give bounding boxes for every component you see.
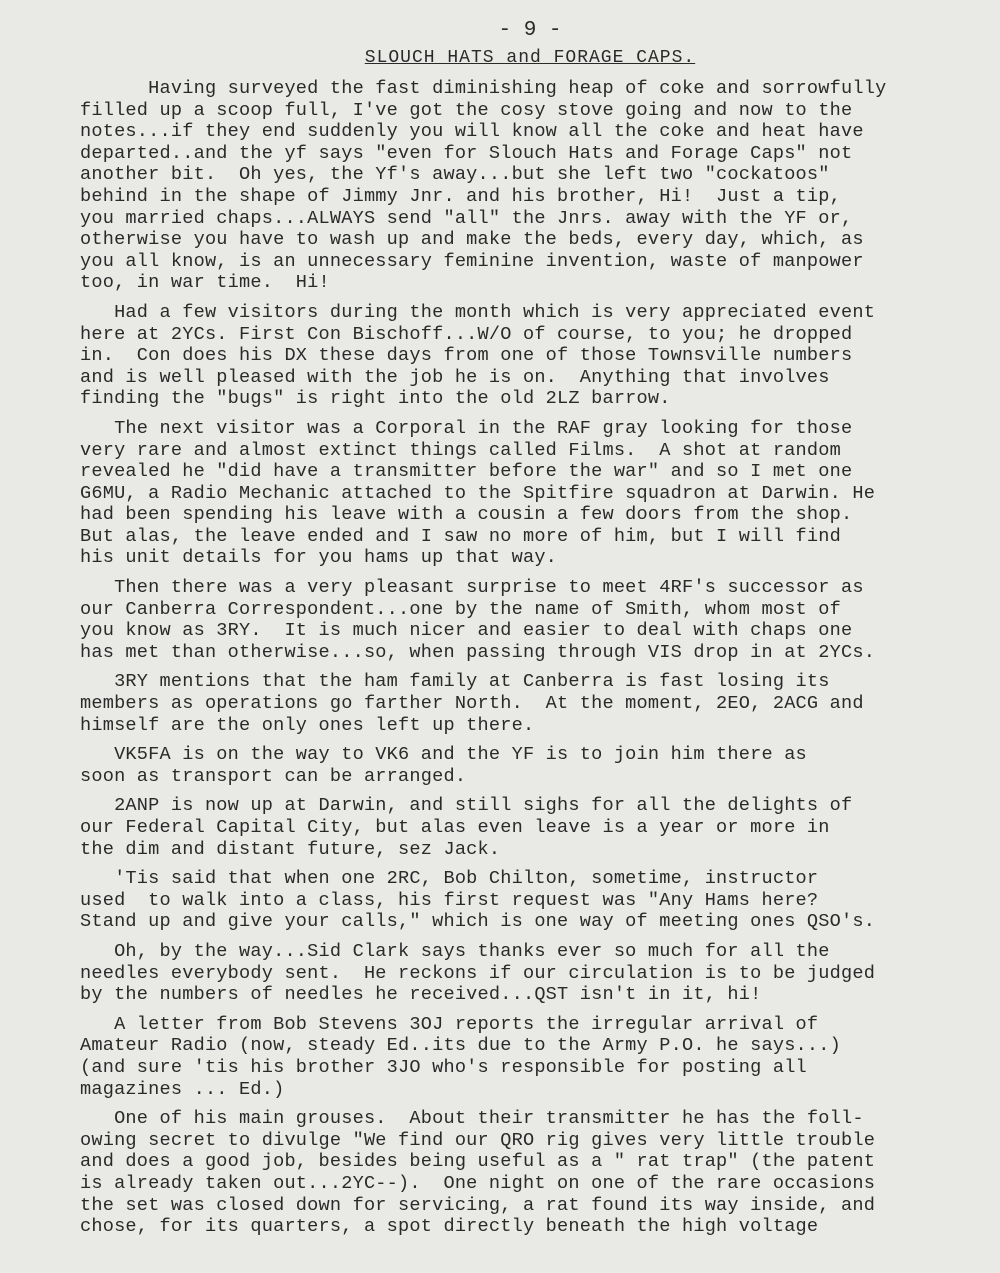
paragraph [80,577,960,663]
paragraph [80,795,960,860]
text-line: Stand up and give your calls," which is one way of meeting ones QSO's. [80,911,876,933]
text-line: (and sure 'tis his brother 3JO who's responsible for posting all [80,1056,807,1078]
text-line: very rare and almost extinct things called Films. A shot at random [80,439,841,461]
paragraph [80,868,960,933]
text-line: and does a good job, besides being useful as a " rat trap" (the patent [80,1151,876,1173]
text-line: you know as 3RY. It is much nicer and easier to deal with chaps one [80,620,853,642]
text-line: soon as transport can be arranged. [80,765,467,787]
text-line: by the numbers of needles he received...QST isn't in it, hi! [80,984,762,1006]
text-line: chose, for its quarters, a spot directly beneath the high voltage [80,1216,819,1238]
text-line: Then there was a very pleasant surprise to meet 4RF's successor as [80,577,864,599]
text-line: A letter from Bob Stevens 3OJ reports the irregular arrival of [80,1013,819,1035]
text-line: otherwise you have to wash up and make the beds, every day, which, as [80,229,864,251]
text-line: and is well pleased with the job he is on. Anything that involves [80,366,830,388]
text-line: the dim and distant future, sez Jack. [80,838,501,860]
text-line: used to walk into a class, his first request was "Any Hams here? [80,889,819,911]
text-line: here at 2YCs. First Con Bischoff...W/O of course, to you; he dropped [80,323,853,345]
text-line: you married chaps...ALWAYS send "all" the Jnrs. away with the YF or, [80,207,853,229]
text-line: owing secret to divulge "We find our QRO rig gives very little trouble [80,1129,876,1151]
text-line: another bit. Oh yes, the Yf's away...but she left two "cockatoos" [80,164,830,186]
text-line: Oh, by the way...Sid Clark says thanks ever so much for all the [80,940,830,962]
text-line: magazines ... Ed.) [80,1078,285,1100]
text-line: revealed he "did have a transmitter before the war" and so I met one [80,461,853,483]
text-line: in. Con does his DX these days from one of those Townsville numbers [80,345,853,367]
text-line: himself are the only ones left up there. [80,714,535,736]
text-line: 'Tis said that when one 2RC, Bob Chilton, sometime, instructor [80,868,819,890]
text-line: notes...if they end suddenly you will know all the coke and heat have [80,121,864,143]
paragraph [80,671,960,736]
text-line: too, in war time. Hi! [80,272,330,294]
paragraph [80,1108,960,1238]
text-line: has met than otherwise...so, when passing through VIS drop in at 2YCs. [80,641,876,663]
paragraph [80,941,960,1006]
paragraph [80,418,960,569]
text-line: One of his main grouses. About their transmitter he has the foll- [80,1108,864,1130]
page-title: SLOUCH HATS and FORAGE CAPS. [364,48,696,68]
text-line: filled up a scoop full, I've got the cosy stove going and now to the [80,99,853,121]
paragraph [80,1014,960,1100]
text-line: you all know, is an unnecessary feminine invention, waste of manpower [80,250,864,272]
paragraph [80,78,960,294]
text-line: finding the "bugs" is right into the old 2LZ barrow. [80,388,671,410]
text-line: Amateur Radio (now, steady Ed..its due to the Army P.O. he says...) [80,1035,841,1057]
text-line: had been spending his leave with a cousin a few doors from the shop. [80,504,853,526]
text-line: Having surveyed the fast diminishing heap of coke and sorrowfully [80,78,887,99]
page-number: - 9 - [498,19,562,42]
text-line: members as operations go farther North. At the moment, 2EO, 2ACG and [80,693,864,715]
text-line: our Federal Capital City, but alas even leave is a year or more in [80,817,830,838]
article-body [80,78,960,1238]
text-line: 3RY mentions that the ham family at Canberra is fast losing its [80,671,830,693]
text-line: VK5FA is on the way to VK6 and the YF is to join him there as [80,744,807,766]
text-line: The next visitor was a Corporal in the RAF gray looking for those [80,417,853,439]
text-line: 2ANP is now up at Darwin, and still sighs for all the delights of [80,795,853,817]
text-line: behind in the shape of Jimmy Jnr. and his brother, Hi! Just a tip, [80,185,841,207]
text-line: his unit details for you hams up that way. [80,547,558,569]
text-line: Had a few visitors during the month which is very appreciated event [80,301,876,323]
text-line: But alas, the leave ended and I saw no more of him, but I will find [80,525,841,547]
text-line: is already taken out...2YC--). One night on one of the rare occasions [80,1172,876,1194]
text-line: G6MU, a Radio Mechanic attached to the Spitfire squadron at Darwin. He [80,482,876,504]
paragraph [80,744,960,787]
text-line: our Canberra Correspondent...one by the name of Smith, whom most of [80,598,841,620]
text-line: the set was closed down for servicing, a rat found its way inside, and [80,1194,876,1216]
text-line: departed..and the yf says "even for Slouch Hats and Forage Caps" not [80,142,853,164]
paragraph [80,302,960,410]
text-line: needles everybody sent. He reckons if our circulation is to be judged [80,962,876,984]
